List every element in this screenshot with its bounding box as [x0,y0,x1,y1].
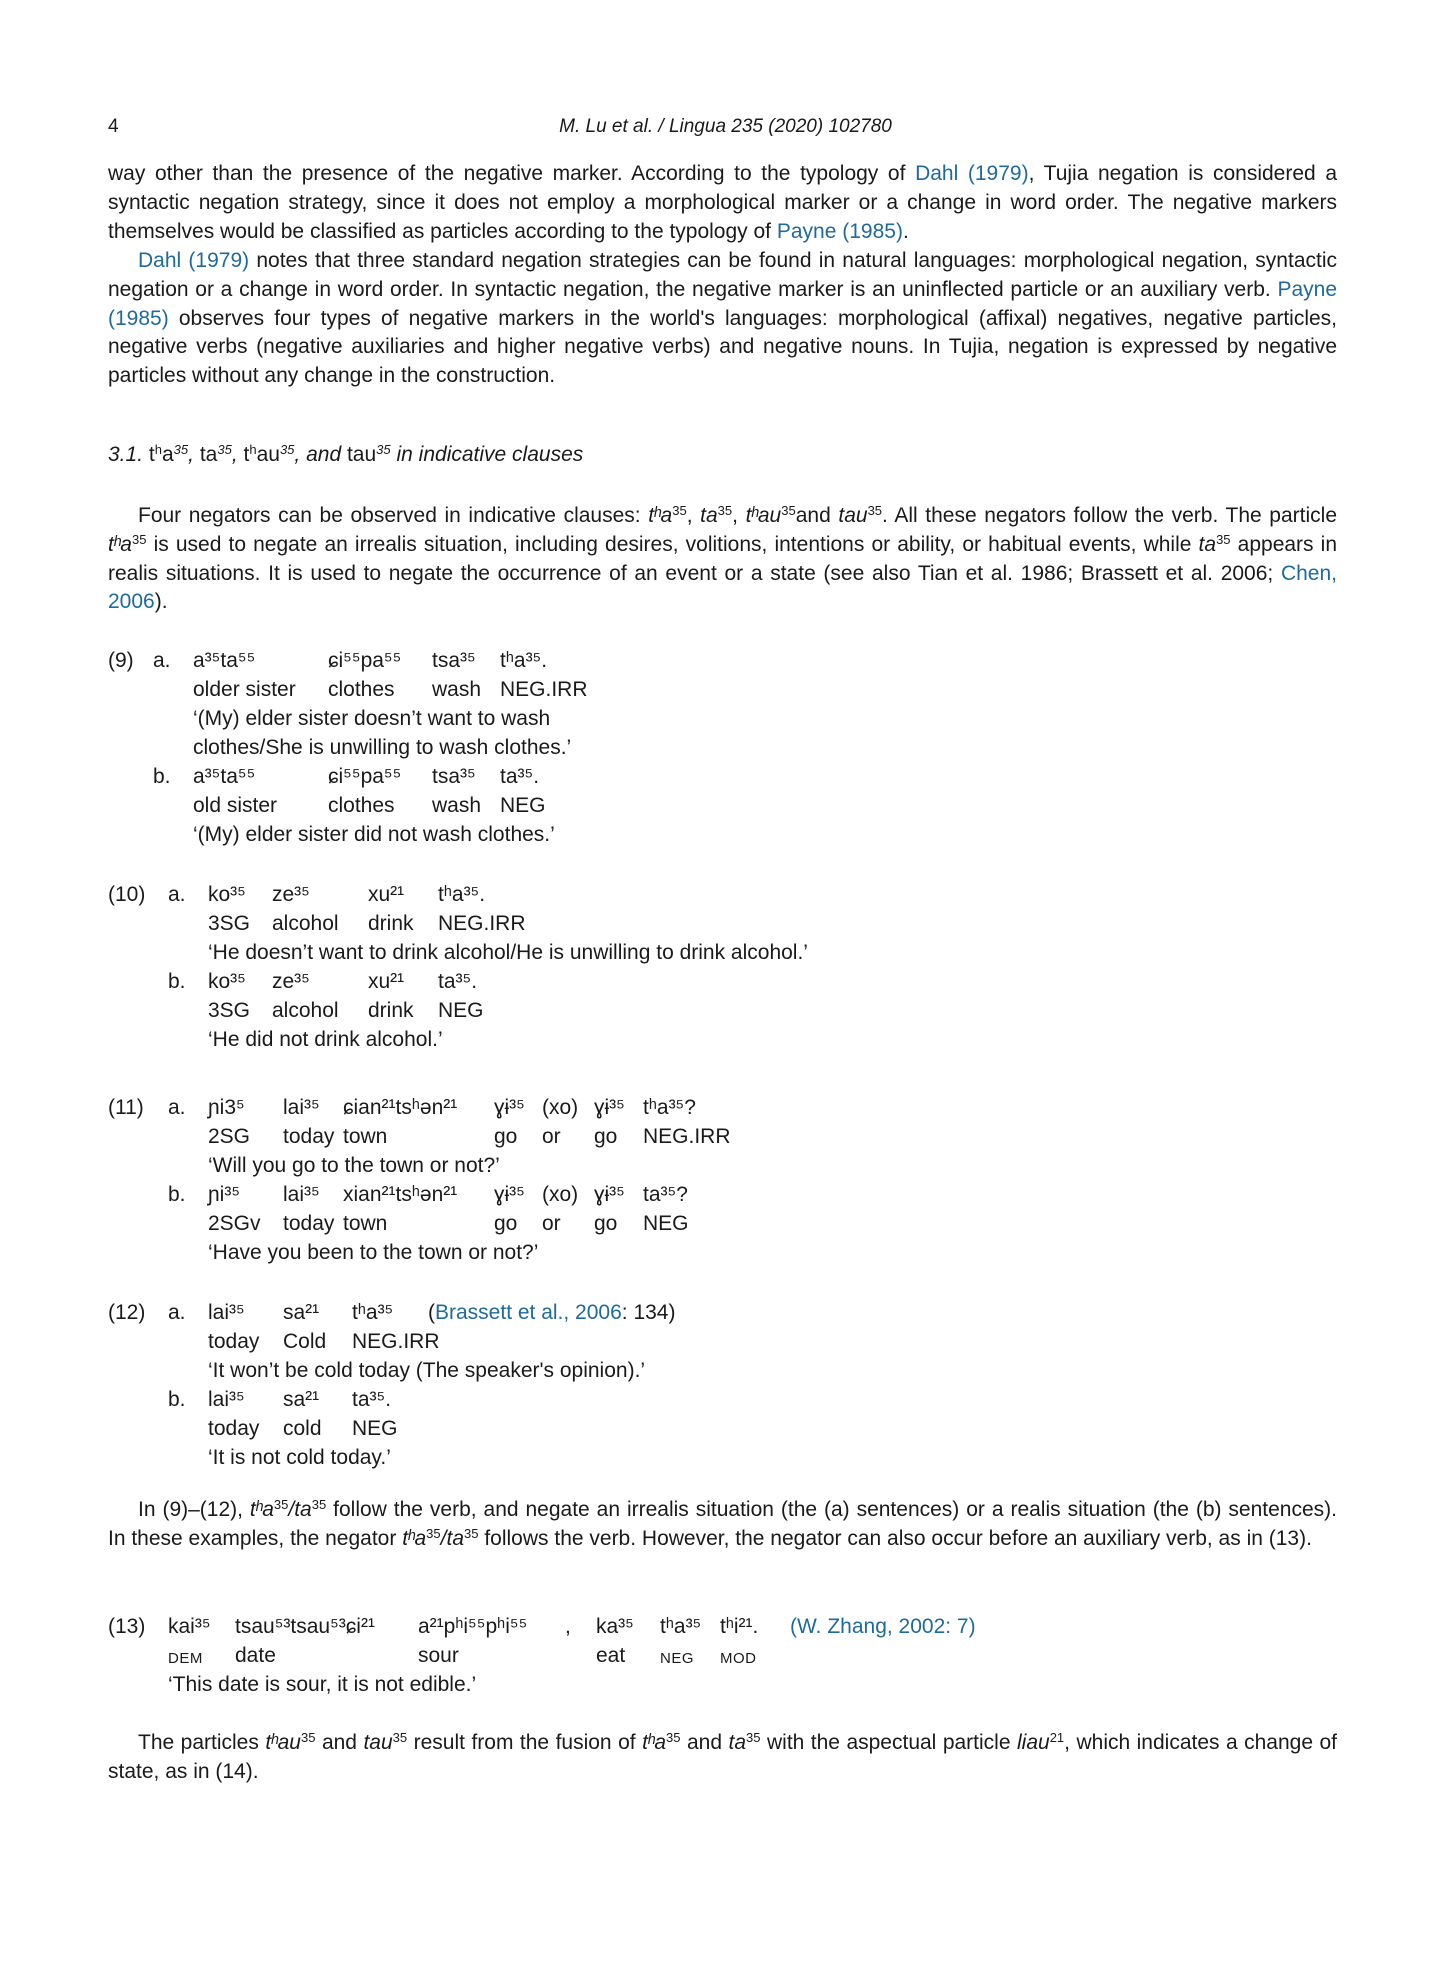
gloss: Cold [283,1330,327,1353]
gloss: wash [432,678,482,701]
example-number: (13) [108,1615,146,1638]
negator-form: ta [446,1526,465,1550]
citation: (Brassett et al., 2006: 134) [428,1301,676,1324]
gloss: alcohol [272,912,339,935]
gloss: NEG.IRR [352,1330,440,1353]
paragraph-text: appears in realis situations. It is used to negate the occurrence of an event or a state (see also Tian et al. 1986; Brassett et al. 2006; [108,532,1337,585]
example-number: (11) [108,1096,144,1119]
example-number: (12) [108,1301,146,1324]
gloss: NEG [352,1417,398,1440]
citation-link-dahl-1979[interactable]: Dahl (1979) [138,249,250,272]
tujia-word: ta³⁵? [643,1183,688,1206]
example-label: b. [168,1183,186,1206]
tujia-word: ko³⁵ [208,970,246,993]
section-form-tha: $t^ha$ [148,441,174,466]
citation-link-dahl-1979[interactable]: Dahl (1979) [915,162,1029,185]
tujia-word: ɣɨ³⁵ [494,1183,525,1206]
tujia-word: a²¹pʰi⁵⁵pʰi⁵⁵ [418,1615,528,1638]
example-label: a. [168,1096,186,1119]
tujia-word: ta³⁵. [500,765,540,788]
paragraph-text: . [902,219,909,243]
gloss: old sister [193,794,278,817]
gloss-smallcaps: DEM [168,1650,203,1667]
gloss: or [542,1125,561,1148]
gloss: today [283,1212,335,1235]
paragraph-text: observes four types of negative markers in the world's languages: morphological (affixal) negatives, negative particles, negative verbs (negative auxiliaries and higher negative verbs) and negative nouns. In Tujia, negation is expressed by negative particles without any change in the construction. [108,306,1337,388]
paragraph-text: follow the verb, and negate an irrealis situation (the (a) sentences) or a realis situation (the (b) sentences). In these examples, the negator [108,1498,1337,1550]
paragraph-text: is used to negate an irrealis situation, including desires, volitions, intentions or ability, or habitual events, while [146,532,1199,556]
tujia-word: xu²¹ [368,883,405,906]
tujia-word: ɕi⁵⁵pa⁵⁵ [328,649,402,672]
gloss: eat [596,1644,626,1667]
tujia-word: tʰa³⁵. [500,649,548,672]
gloss-smallcaps: MOD [720,1650,757,1667]
negator-form: tʰau [265,1731,301,1754]
paragraph-text: , which indicates a change of state, as in (14). [108,1731,1337,1783]
paragraph-text: ). [154,590,168,614]
citation-link-zhang-2002[interactable]: (W. Zhang, 2002: 7) [790,1615,976,1638]
negator-form: tʰa [249,1498,274,1521]
example-9 [108,646,808,846]
tone-mark: 35 [279,441,295,457]
gloss: sour [418,1644,459,1667]
tujia-word: ɕian²¹tsʰən²¹ [343,1096,458,1119]
paragraph-text: and [315,1731,364,1754]
gloss: 3SG [208,912,251,935]
heading-text: , and [294,443,347,466]
translation: ‘He doesn’t want to drink alcohol/He is unwilling to drink alcohol.’ [208,941,808,964]
gloss: town [343,1125,388,1148]
tone-mark: 35 [376,441,391,457]
punctuation: , [565,1615,571,1638]
citation-link-payne-1985[interactable]: Payne (1985) [108,277,1337,330]
paragraph-text: The particles [138,1731,266,1754]
paragraph-1 [108,160,1337,246]
paragraph-text: way other than the presence of the negative marker. According to the typology of [108,162,916,185]
tujia-word: ɣɨ³⁵ [594,1096,625,1119]
negator-form: tau [363,1731,393,1754]
tujia-word: ɣɨ³⁵ [594,1183,625,1206]
negator-form: tau [838,504,868,527]
section-form-thau: $t^hau$ [243,441,280,466]
tujia-word: a³⁵ta⁵⁵ [193,649,256,672]
example-13 [108,1612,1108,1702]
tujia-word: tʰa³⁵ [660,1615,702,1638]
tujia-word: ka³⁵ [596,1615,634,1638]
tujia-word: ɲi³⁵ [208,1183,241,1206]
gloss: drink [368,999,414,1022]
paragraph-text: and [680,1731,729,1754]
example-label: b. [168,970,186,993]
example-10 [108,880,908,1060]
gloss: NEG [500,794,546,817]
gloss: go [594,1212,618,1235]
tujia-word: ɲi3⁵ [208,1096,245,1119]
tujia-word: tʰa³⁵? [643,1096,696,1119]
example-number: (10) [108,883,146,906]
tujia-word: sa²¹ [283,1388,320,1411]
gloss: drink [368,912,414,935]
gloss: 2SG [208,1125,251,1148]
heading-text: in indicative clauses [390,443,584,466]
gloss: wash [432,794,482,817]
tujia-word: tʰi²¹. [720,1615,759,1638]
gloss: NEG.IRR [438,912,526,935]
gloss: NEG [643,1212,689,1235]
tujia-word: xu²¹ [368,970,405,993]
paragraph-text: Four negators can be observed in indicative clauses: [138,504,649,527]
example-label: a. [168,883,186,906]
gloss: clothes [328,794,395,817]
gloss: cold [283,1417,322,1440]
tujia-word: tsa³⁵ [432,765,476,788]
gloss: today [283,1125,335,1148]
running-title: M. Lu et al. / Lingua 235 (2020) 102780 [559,116,892,137]
tujia-word: ko³⁵ [208,883,246,906]
tujia-word: a³⁵ta⁵⁵ [193,765,256,788]
example-label: a. [168,1301,186,1324]
example-number: (9) [108,649,134,672]
gloss: 3SG [208,999,251,1022]
tujia-word: (xo) [542,1096,579,1119]
tujia-word: xian²¹tsʰən²¹ [343,1183,458,1206]
example-12 [108,1298,908,1478]
tujia-word: ze³⁵ [272,970,310,993]
negator-form: tʰa [648,504,673,527]
tone-mark: 35 [173,441,189,457]
tujia-word: tsa³⁵ [432,649,476,672]
negator-form: tʰa [642,1731,667,1754]
tujia-word: sa²¹ [283,1301,320,1324]
citation-link-brassett-2006[interactable]: Brassett et al., 2006 [435,1301,622,1324]
gloss: alcohol [272,999,339,1022]
gloss: NEG.IRR [643,1125,731,1148]
paragraph-3: Four negators can be observed in indicative clauses: tʰa$^{35}$, $ta^{35}$, tʰau$^{35}$and tau$^{35}$. All these negators follow the verb. The particle tʰa$^{35}$ is used to negate an irrealis situation, including desires, volitions, intentions or ability, or habitual events, while $ta^{35}$ appears in realis situations. It is used to negate the occurrence of an event or a state (see also Tian et al. 1986; Brassett et al. 2006; Chen, 2006). [108,502,1338,614]
tujia-word: ɣɨ³⁵ [494,1096,525,1119]
example-11 [108,1093,908,1273]
translation: clothes/She is unwilling to wash clothes.’ [193,736,572,759]
tujia-word: lai³⁵ [208,1388,245,1411]
translation: ‘Have you been to the town or not?’ [208,1241,539,1264]
gloss: today [208,1330,260,1353]
translation: ‘Will you go to the town or not?’ [208,1154,500,1177]
tujia-word: tsau⁵³tsau⁵³ɕi²¹ [235,1615,375,1638]
paragraph-text: notes that three standard negation strategies can be found in natural languages: morphological negation, syntactic negation or a change in word order. In syntactic negation, the negative marker is an uninflected particle or an auxiliary verb. [108,249,1337,301]
gloss: or [542,1212,561,1235]
paragraph-text: result from the fusion of [407,1731,643,1754]
paragraph-text: follows the verb. However, the negator can also occur before an auxiliary verb, as in (13). [478,1526,1312,1550]
tone-mark: 35 [217,441,232,457]
translation: ‘He did not drink alcohol.’ [208,1028,443,1051]
negator-form: ta [294,1498,312,1521]
tujia-word: ɕi⁵⁵pa⁵⁵ [328,765,402,788]
gloss: today [208,1417,260,1440]
negator-form: ta [728,1731,747,1754]
gloss: clothes [328,678,395,701]
section-heading: 3.1. $t^ha^{35}$, $ta^{35}$, $t^hau^{35}$, and tau$^{35}$ in indicative clauses [108,441,584,466]
translation: ‘(My) elder sister doesn’t want to wash [193,707,551,730]
aspect-particle-form: liau [1016,1731,1050,1754]
negator-form: tʰau [745,504,782,527]
paragraph-text: with the aspectual particle [760,1731,1017,1754]
negator-form: ta [1198,532,1217,556]
gloss: NEG [438,999,484,1022]
gloss: go [494,1212,518,1235]
tujia-word: tʰa³⁵ [352,1301,394,1324]
section-form-tau: tau [346,443,377,466]
section-number: 3.1. [108,443,144,466]
tujia-word: kai³⁵ [168,1615,211,1638]
negator-form: tʰa [108,532,132,556]
citation-link-payne-1985[interactable]: Payne (1985) [776,219,903,243]
tujia-word: ze³⁵ [272,883,310,906]
paragraph-5: The particles tʰau$^{35}$ and tau$^{35}$ result from the fusion of tʰa$^{35}$ and $ta^{35}$ with the aspectual particle liau$^{21}$, which indicates a change of state, as in (14). [108,1729,1337,1783]
tujia-word: ta³⁵. [438,970,478,993]
translation: ‘It is not cold today.’ [208,1446,391,1469]
gloss: NEG.IRR [500,678,588,701]
translation: ‘It won’t be cold today (The speaker's opinion).’ [208,1359,646,1382]
tujia-word: tʰa³⁵. [438,883,486,906]
tujia-word: lai³⁵ [208,1301,245,1324]
gloss: go [494,1125,518,1148]
gloss: date [235,1644,276,1667]
gloss-smallcaps: NEG [660,1650,695,1667]
gloss: town [343,1212,388,1235]
gloss: older sister [193,678,296,701]
translation: ‘(My) elder sister did not wash clothes.’ [193,823,555,846]
page-number: 4 [108,116,119,137]
tujia-word: lai³⁵ [283,1183,320,1206]
paragraph-text: In (9)–(12), [138,1498,250,1521]
tujia-word: lai³⁵ [283,1096,320,1119]
citation-link-chen-2006[interactable]: Chen, 2006 [108,561,1337,614]
paragraph-text: , Tujia negation is considered a syntactic negation strategy, since it does not employ a morphological marker or a change in word order. The negative markers themselves would be classified as particles according to the typology of [108,162,1337,243]
negator-form: tʰa [402,1526,427,1550]
negator-form: ta [700,504,718,527]
gloss: 2SGv [208,1212,261,1235]
example-label: b. [168,1388,186,1411]
paragraph-text: . All these negators follow the verb. The particle [882,504,1338,527]
example-label: b. [153,765,171,788]
tujia-word: (xo) [542,1183,579,1206]
gloss: go [594,1125,618,1148]
example-label: a. [153,649,171,672]
paragraph-4: In (9)–(12), $tʰa^{35}/ta^{35}$ follow the verb, and negate an irrealis situation (the (a) sentences) or a realis situation (the (b) sentences). In these examples, the negator $tʰa^{35}/ta^{35}$ follows the verb. However, the negator can also occur before an auxiliary verb, as in (13). [108,1496,1337,1550]
tujia-word: ta³⁵. [352,1388,392,1411]
section-form-ta: ta [199,443,218,466]
translation: ‘This date is sour, it is not edible.’ [168,1673,477,1696]
paragraph-2 [108,247,1337,391]
